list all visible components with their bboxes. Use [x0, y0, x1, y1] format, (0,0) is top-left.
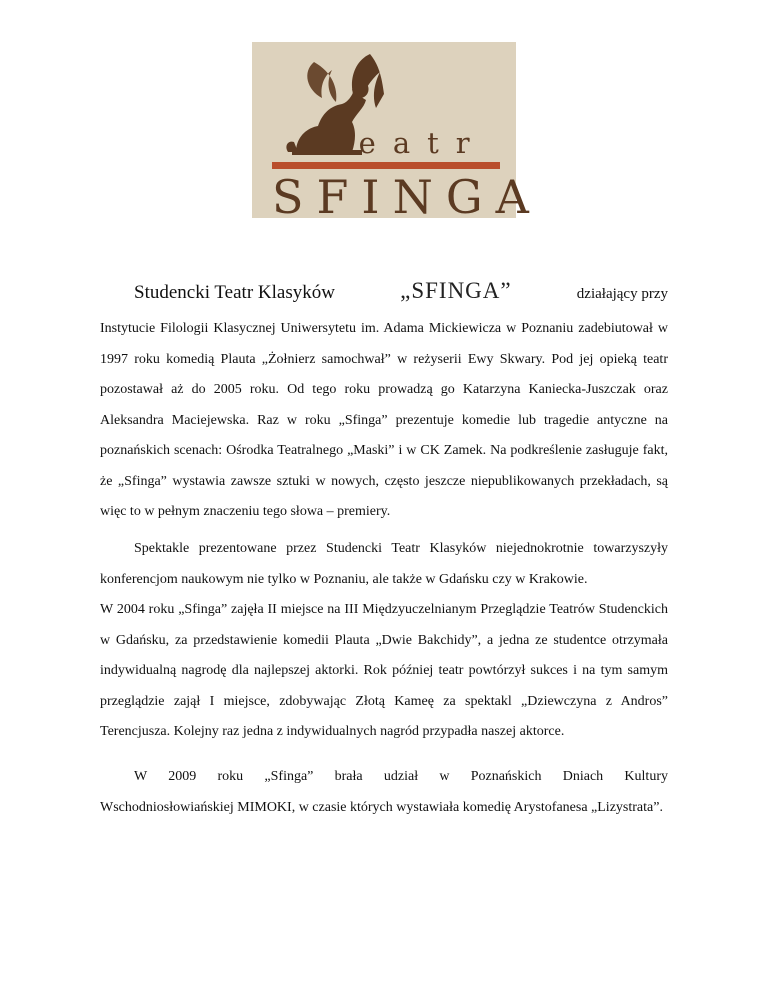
paragraph-mimoki: [100, 762, 668, 823]
title-name: „SFINGA”: [400, 278, 512, 303]
paragraph-block: [100, 534, 668, 748]
paragraph-conferences: Spektakle prezentowane przez Studencki Teatr Klasyków niejednokrotnie towarzyszyły konferencjom naukowym nie tylko w Poznaniu, ale także w Gdańsku czy w Krakowie.: [100, 541, 668, 587]
paragraph-history: Instytucie Filologii Klasycznej Uniwersytetu im. Adama Mickiewicza w Poznaniu zadebiutował w 1997 roku komedią Plauta „Żołnierz samochwał” w reżyserii Ewy Skwary. Pod jej opieką teatr pozostawał aż do 2005 roku. Od tego roku prowadzą go Katarzyna Kaniecka-Juszczak oraz Aleksandra Maciejewska. Raz w roku „Sfinga” prezentuje komedie lub tragedie antyczne na poznańskich scenach: Ośrodka Teatralnego „Maski” i w CK Zamek. Na podkreślenie zasługuje fakt, że „Sfinga” wystawia zawsze sztuki w nowych, często jeszcze niepublikowanych przekładach, są więc to w pełnym znaczeniu tego słowa – premiery.: [100, 321, 668, 519]
page-title: [134, 278, 668, 304]
logo-word-sfinga: SFINGA: [272, 170, 542, 224]
paragraph-mimoki-line1: W 2009 roku „Sfinga” brała udział w Poznańskich Dniach Kultury: [134, 769, 668, 784]
title-right: działający przy: [576, 286, 668, 302]
logo-word-teatr: teatr: [330, 126, 487, 160]
teatr-sfinga-logo: [252, 42, 542, 224]
paragraph-awards: W 2004 roku „Sfinga” zajęła II miejsce na III Międzyuczelnianym Przeglądzie Teatrów Studenckich w Gdańsku, za przedstawienie komedii Plauta „Dwie Bakchidy”, a jedna ze studentce otrzymała indywidualną nagrodę dla najlepszej aktorki. Rok później teatr powtórzył sukces i na tym samym przeglądzie zajął I miejsce, zdobywając Złotą Kameę za spektakl „Dziewczyna z Andros” Terencjusza. Kolejny raz jedna z indywidualnych nagród przypadła naszej aktorce.: [100, 602, 668, 739]
paragraph-mimoki-rest: Wschodniosłowiańskiej MIMOKI, w czasie których wystawiała komedię Arystofanesa „Lizystrata”.: [100, 799, 663, 815]
title-left: Studencki Teatr Klasyków: [134, 282, 335, 303]
